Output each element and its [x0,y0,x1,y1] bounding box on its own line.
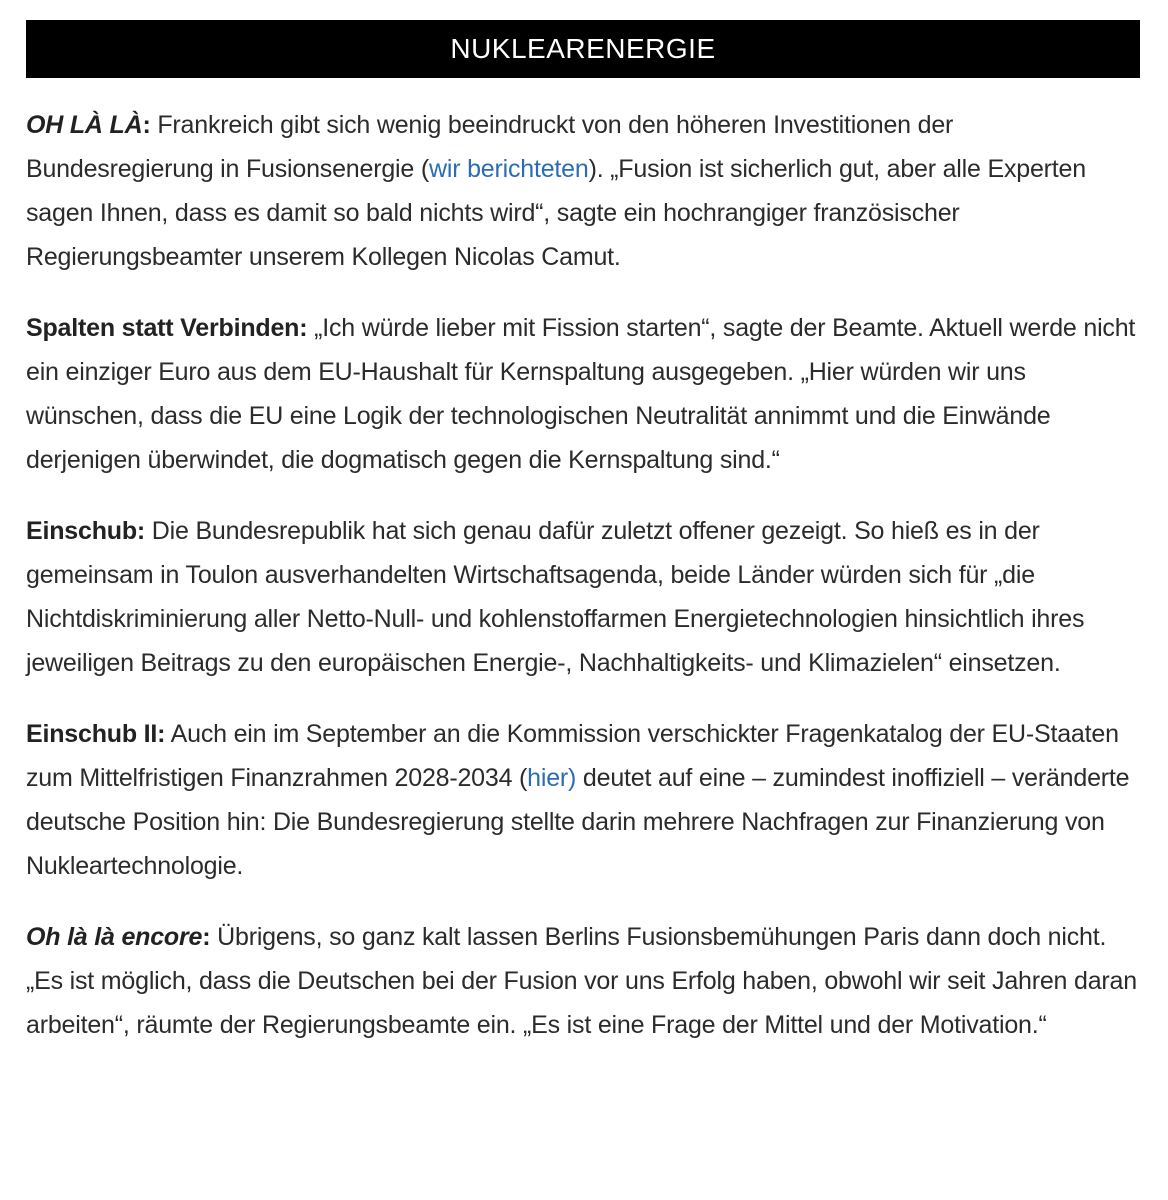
paragraph-text: Die Bundesrepublik hat sich genau dafür zuletzt offener gezeigt. So hieß es in der gemeinsam in Toulon ausverhandelten Wirtschaftsagenda, beide Länder würden sich für „die Nichtdiskriminierung aller Netto-Null- und kohlenstoffarmen Energietechnologien hinsichtlich ihres jeweiligen Beitrags zu den europäischen Energie-, Nachhaltigkeits- und Klimazielen“ einsetzen. [26,517,1085,677]
hier-link[interactable]: hier) [527,764,577,792]
paragraph-spalten-statt-verbinden [26,306,1140,482]
article [26,20,1140,1047]
paragraph-text: Auch ein im September an die Kommission verschickter Fragenkatalog der EU-Staaten zum Mittelfristigen Finanzrahmen 2028-2034 ( [26,720,1119,792]
paragraph-lead-colon: : [142,111,151,139]
section-header [26,20,1140,78]
paragraph-lead: Einschub: [26,517,146,545]
paragraph-lead: Oh là là encore [26,923,203,951]
paragraph-lead: Einschub II: [26,720,166,748]
paragraph-text: „Ich würde lieber mit Fission starten“, sagte der Beamte. Aktuell werde nicht ein einziger Euro aus dem EU-Haushalt für Kernspaltung ausgegeben. „Hier würden wir uns wünschen, dass die EU eine Logik der technologischen Neutralität annimmt und die Einwände derjenigen überwindet, die dogmatisch gegen die Kernspaltung sind.“ [26,314,1136,474]
paragraph-text: deutet auf eine – zumindest inoffiziell – veränderte deutsche Position hin: Die Bundesregierung stellte darin mehrere Nachfragen zur Finanzierung von Nukleartechnologie. [26,764,1130,880]
paragraph-oh-la-la [26,103,1140,279]
paragraph-text: ). „Fusion ist sicherlich gut, aber alle Experten sagen Ihnen, dass es damit so bald nichts wird“, sagte ein hochrangiger französischer Regierungsbeamter unserem Kollegen Nicolas Camut. [26,155,1086,271]
paragraph-lead: Spalten statt Verbinden: [26,314,308,342]
paragraph-einschub-ii [26,712,1140,888]
paragraph-text: Frankreich gibt sich wenig beeindruckt von den höheren Investitionen der Bundesregierung in Fusionsenergie ( [26,111,954,183]
section-title: NUKLEARENERGIE [450,33,716,64]
paragraph-einschub [26,509,1140,685]
paragraph-lead-colon: : [202,923,211,951]
paragraph-lead: OH LÀ LÀ [26,111,143,139]
paragraph-text: Übrigens, so ganz kalt lassen Berlins Fusionsbemühungen Paris dann doch nicht. „Es ist möglich, dass die Deutschen bei der Fusion vor uns Erfolg haben, obwohl wir seit Jahren daran arbeiten“, räumte der Regierungsbeamte ein. „Es ist eine Frage der Mittel und der Motivation.“ [26,923,1137,1039]
wir-berichteten-link[interactable]: wir berichteten [428,155,589,183]
paragraph-oh-la-la-encore [26,915,1140,1047]
